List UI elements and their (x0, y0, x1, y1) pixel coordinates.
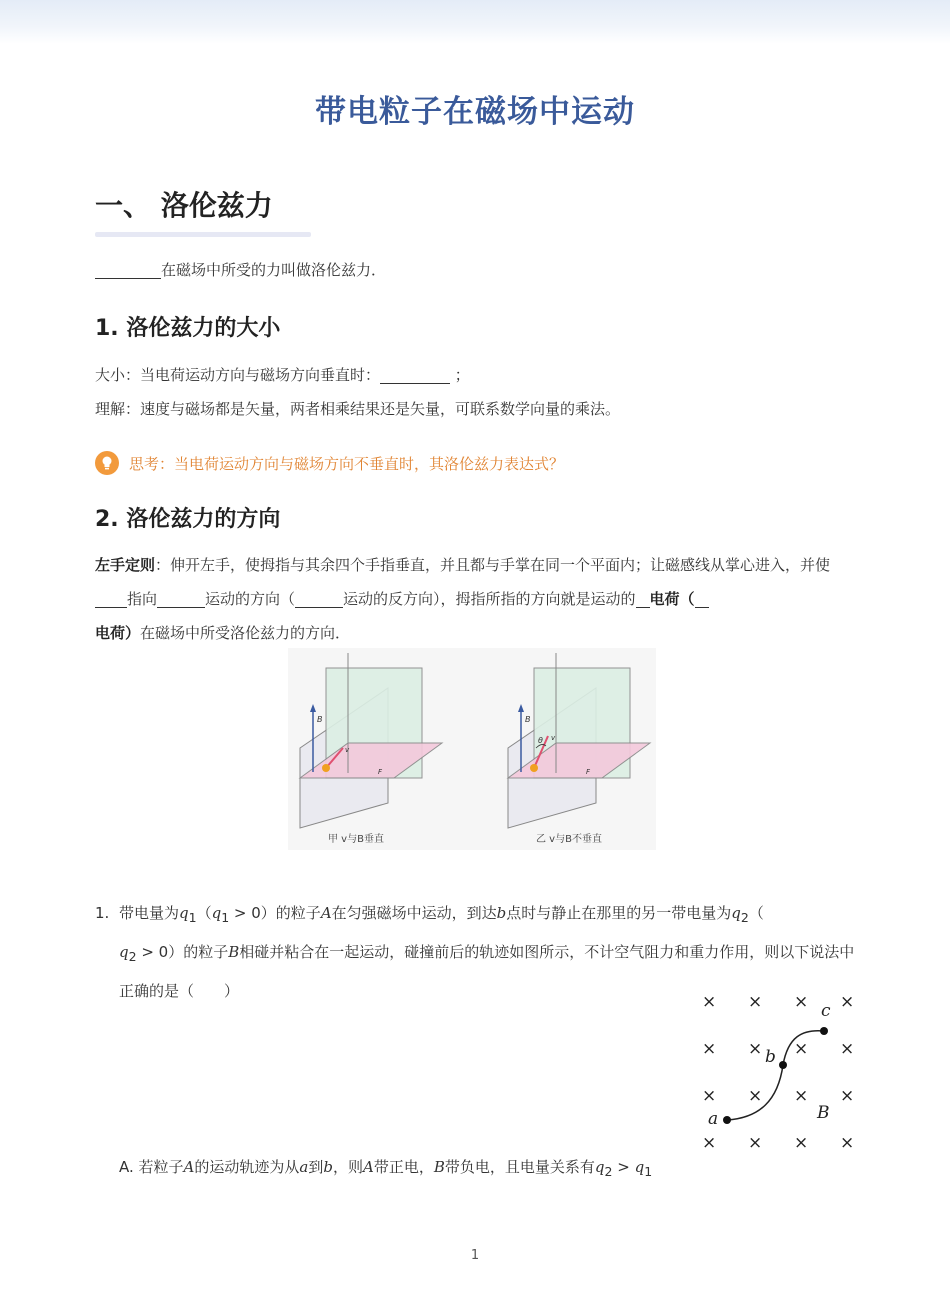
label-B: B (525, 715, 531, 724)
label-v: v (345, 746, 350, 754)
left-hand-rule-paragraph: 左手定则：伸开左手，使拇指与其余四个手指垂直，并且都与手掌在同一个平面内；让磁感线从掌心进入，并使指向 运动的方向（ 运动的反方向），拇指所指的方向就是运动的 电荷（ 电荷）在磁场中所受洛伦兹力的方向． (95, 556, 831, 642)
fill-blank (95, 260, 161, 279)
subheading-magnitude: 1. 洛伦兹力的大小 (95, 316, 281, 341)
fill-blank (695, 589, 709, 608)
svg-text:b: b (765, 1047, 776, 1067)
diagram-not-perpendicular (508, 653, 650, 845)
svg-text:×: × (840, 1086, 855, 1106)
svg-text:×: × (794, 1133, 809, 1153)
label-F: F (378, 768, 383, 776)
caption-left: 甲 v与B垂直 (328, 834, 384, 845)
magnitude-paragraph: 大小：当电荷运动方向与磁场方向垂直时： ； (95, 366, 470, 384)
svg-text:×: × (748, 1086, 763, 1106)
question-text: 带电量为$q_1(q_1 > 0)$的粒子A在匀强磁场中运动，到达b点时与静止在那里的另一带电量为$q_2$（ $q_2 > 0$）的粒子B相碰并粘合在一起运动，碰撞前后的轨迹如图所示，不计空气阻力和重力作用，则以下说法中正确的是（ ） (119, 904, 855, 1000)
svg-text:×: × (702, 992, 717, 1012)
svg-text:×: × (748, 1039, 763, 1059)
point-c (820, 1027, 828, 1035)
svg-text:×: × (794, 1086, 809, 1106)
svg-text:×: × (748, 992, 763, 1012)
caption-right: 乙 v与B不垂直 (536, 834, 602, 845)
svg-text:×: × (794, 992, 809, 1012)
svg-text:×: × (702, 1086, 717, 1106)
svg-text:×: × (840, 1039, 855, 1059)
label-B: B (317, 715, 323, 724)
svg-text:×: × (748, 1133, 763, 1153)
svg-text:×: × (702, 1039, 717, 1059)
document-title: 带电粒子在磁场中运动 (315, 94, 635, 130)
planes-diagram (288, 648, 656, 850)
trajectory-diagram (690, 985, 870, 1155)
page-number: 1 (470, 1248, 480, 1263)
fill-blank (380, 365, 450, 384)
svg-text:×: × (702, 1133, 717, 1153)
svg-text:a: a (708, 1109, 719, 1129)
label-theta: θ (538, 736, 543, 745)
fill-blank (295, 589, 343, 608)
diagram-perpendicular (300, 653, 442, 845)
think-callout: 思考：当电荷运动方向与磁场方向不垂直时，其洛伦兹力表达式？ (95, 449, 564, 477)
subheading-direction: 2. 洛伦兹力的方向 (95, 507, 281, 532)
intro-paragraph: 在磁场中所受的力叫做洛伦兹力． (95, 253, 386, 287)
svg-text:c: c (821, 1001, 831, 1021)
point-a (723, 1116, 731, 1124)
svg-text:B: B (817, 1103, 830, 1123)
fill-blank (157, 589, 205, 608)
svg-text:×: × (840, 992, 855, 1012)
header-band (0, 0, 950, 44)
section-heading: 一、 洛伦兹力 (95, 189, 273, 222)
question-number: 1. (95, 904, 110, 922)
svg-text:×: × (840, 1133, 855, 1153)
option-a[interactable]: A. 若粒子A的运动轨迹为从a到b，则A带正电，B带负电，且电量关系有$q_2 > q_1$ (119, 1158, 653, 1179)
label-F: F (586, 768, 591, 776)
fill-blank (636, 589, 650, 608)
left-hand-rule-figure (288, 648, 656, 850)
section-heading-underline (95, 232, 311, 237)
fill-blank (95, 589, 127, 608)
trajectory-curve (727, 1031, 824, 1120)
label-v: v (551, 734, 556, 742)
lightbulb-icon (95, 451, 119, 475)
understanding-paragraph: 理解：速度与磁场都是矢量，两者相乘结果还是矢量，可联系数学向量的乘法。 (95, 400, 621, 418)
svg-text:×: × (794, 1039, 809, 1059)
point-b (779, 1061, 787, 1069)
